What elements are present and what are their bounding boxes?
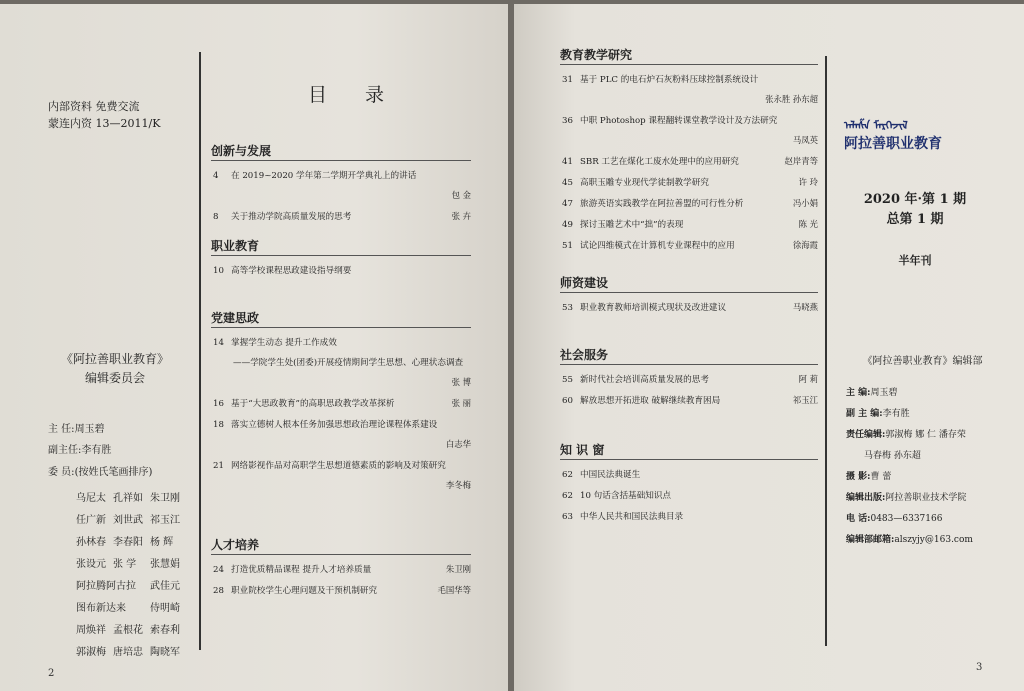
toc-entry-title: 新时代社会培训高质量发展的思考 <box>580 375 709 385</box>
toc-entry-author: 阿 莉 <box>798 374 818 384</box>
toc-entry-title: 旅游英语实践教学在阿拉善盟的可行性分析 <box>580 199 744 209</box>
toc-entry <box>562 155 739 167</box>
board-title-journal: 《阿拉善职业教育》 <box>60 352 169 366</box>
board-member-name: 周焕祥 <box>76 624 106 636</box>
staff-value: 郭淑梅 娜 仁 潘存荣 <box>885 430 966 440</box>
staff-value: 马春梅 孙东超 <box>864 451 921 461</box>
editorial-dept-title: 《阿拉善职业教育》编辑部 <box>862 356 983 367</box>
staff-value: 李有胜 <box>882 409 910 419</box>
board-deputy-row <box>48 441 111 456</box>
meta-line-free-exchange: 内部资料 免费交流 <box>48 100 140 113</box>
toc-entry-author: 祁玉江 <box>792 395 818 405</box>
toc-entry-page: 60 <box>562 396 573 406</box>
toc-entry-title: 解放思想开拓进取 破解继续教育困局 <box>580 396 721 406</box>
board-member-name: 阿拉腾阿古拉 <box>76 580 136 592</box>
board-director-name: 周玉碧 <box>74 424 105 435</box>
board-member-name: 侍明崎 <box>150 602 180 614</box>
toc-entry-title: 基于“大思政教育”的高职思政教学改革探析 <box>231 399 395 409</box>
toc-entry <box>213 563 371 575</box>
toc-entry-page: 4 <box>213 171 219 181</box>
journal-mongolian-name: ᠠᠯᠠᠱᠠ ᠮᠡᠷᠭᠡᠵᠢᠯ <box>844 119 908 132</box>
board-members-row <box>48 463 152 478</box>
board-member-row <box>76 529 196 551</box>
board-member-row <box>76 507 196 529</box>
toc-entry-title: 基于 PLC 的电石炉石灰粉料压球控制系统设计 <box>580 75 759 85</box>
toc-entry <box>213 336 337 348</box>
board-member-name: 任广新 <box>76 514 106 526</box>
toc-entry-page: 51 <box>562 241 573 251</box>
toc-entry <box>213 397 394 409</box>
toc-entry-page: 14 <box>213 338 224 348</box>
toc-entry-page: 10 <box>213 266 224 276</box>
staff-label: 电 话: <box>846 514 871 524</box>
toc-section-rule <box>211 327 471 328</box>
staff-label: 责任编辑: <box>846 430 886 440</box>
toc-entry-title: 掌握学生动态 提升工作成效 <box>231 338 337 348</box>
staff-row <box>846 427 966 440</box>
toc-section-rule <box>560 364 818 365</box>
toc-entry-page: 21 <box>213 461 224 471</box>
board-member-row <box>76 639 196 661</box>
board-member-row <box>76 573 196 595</box>
board-members-note: (按姓氏笔画排序) <box>74 467 153 478</box>
board-member-name: 张慧娟 <box>150 558 180 570</box>
toc-entry-page: 41 <box>562 157 573 167</box>
issue-block <box>840 190 990 230</box>
board-member-name: 祁玉江 <box>150 514 180 526</box>
toc-section-rule <box>211 160 471 161</box>
board-member-name: 索春利 <box>150 624 180 636</box>
toc-entry-title: SBR 工艺在煤化工废水处理中的应用研究 <box>580 157 739 167</box>
toc-entry-author: 张 博 <box>451 377 471 387</box>
board-member-row <box>76 617 196 639</box>
staff-row <box>846 406 910 419</box>
toc-entry-author: 李冬梅 <box>445 480 471 490</box>
page-number-left: 2 <box>48 668 55 679</box>
toc-entry <box>213 584 377 596</box>
toc-section-heading: 职业教育 <box>211 239 260 253</box>
toc-entry <box>213 210 351 222</box>
toc-entry-author: 毛国华等 <box>437 585 471 595</box>
toc-entry-page: 49 <box>562 220 573 230</box>
toc-entry <box>213 459 446 471</box>
publication-frequency: 半年刊 <box>898 254 932 267</box>
staff-row <box>846 532 973 545</box>
toc-entry-page: 62 <box>562 470 573 480</box>
board-title-committee: 编辑委员会 <box>84 371 145 385</box>
toc-entry-subtitle: ——学院学生处(团委)开展疫情期间学生思想、心理状态调查 <box>233 358 464 368</box>
board-member-grid <box>76 485 196 661</box>
staff-row <box>846 490 966 503</box>
toc-section-heading: 教育教学研究 <box>560 48 633 62</box>
board-member-name: 李春阳 <box>113 536 143 548</box>
toc-entry-title: 高职玉雕专业现代学徒制教学研究 <box>580 178 709 188</box>
toc-entry <box>562 489 671 501</box>
staff-row <box>864 448 921 461</box>
toc-entry-page: 47 <box>562 199 573 209</box>
board-member-name: 唐培忠 <box>113 646 143 658</box>
staff-row <box>846 385 897 398</box>
toc-section-heading: 知 识 窗 <box>560 443 605 457</box>
board-deputy-name: 李有胜 <box>81 445 112 456</box>
toc-entry <box>562 73 758 85</box>
board-member-name: 张设元 <box>76 558 106 570</box>
toc-entry-title: 在 2019~2020 学年第二学期开学典礼上的讲话 <box>231 171 417 181</box>
toc-entry-author: 赵岸青等 <box>784 156 818 166</box>
toc-entry-title: 打造优质精品课程 提升人才培养质量 <box>231 565 372 575</box>
board-member-row <box>76 485 196 507</box>
toc-entry-author: 包 金 <box>451 190 471 200</box>
board-member-name: 武佳元 <box>150 580 180 592</box>
board-member-name: 朱卫刚 <box>150 492 180 504</box>
right-page <box>514 4 1024 691</box>
toc-entry-title: 高等学校课程思政建设指导纲要 <box>231 266 352 276</box>
total-issue-number: 总第 1 期 <box>886 212 944 227</box>
toc-entry <box>213 418 437 430</box>
toc-entry-title: 探讨玉雕艺术中“拙”的表现 <box>580 220 684 230</box>
meta-line-registration: 蒙连内资 13—2011/K <box>48 117 161 130</box>
toc-entry <box>562 176 709 188</box>
board-member-name: 张 学 <box>113 558 137 570</box>
toc-entry-title: 中华人民共和国民法典目录 <box>580 512 684 522</box>
toc-entry-page: 62 <box>562 491 573 501</box>
toc-entry-page: 24 <box>213 565 224 575</box>
toc-entry <box>562 394 720 406</box>
toc-entry <box>213 169 416 181</box>
staff-value: 0483—6337166 <box>870 514 943 524</box>
toc-entry-page: 16 <box>213 399 224 409</box>
toc-entry-title: 中职 Photoshop 课程翻转课堂教学设计及方法研究 <box>580 116 778 126</box>
toc-entry <box>562 114 777 126</box>
toc-entry-page: 8 <box>213 212 219 222</box>
left-page <box>0 4 508 691</box>
toc-entry-author: 冯小娟 <box>792 198 818 208</box>
toc-entry-title: 中国民法典诞生 <box>580 470 641 480</box>
board-member-row <box>76 595 196 617</box>
toc-entry-title: 试论四维模式在计算机专业课程中的应用 <box>580 241 735 251</box>
board-member-name: 刘世武 <box>113 514 143 526</box>
toc-entry-author: 张 丽 <box>451 398 471 408</box>
staff-label: 副 主 编: <box>846 409 883 419</box>
toc-entry-author: 马凤英 <box>792 135 818 145</box>
toc-entry-author: 许 玲 <box>798 177 818 187</box>
toc-entry <box>562 468 640 480</box>
journal-chinese-name: 阿拉善职业教育 <box>844 136 942 152</box>
staff-value: alszyjy@163.com <box>894 535 973 545</box>
staff-row <box>846 469 891 482</box>
staff-label: 主 编: <box>846 388 871 398</box>
toc-entry-title: 关于推动学院高质量发展的思考 <box>231 212 352 222</box>
issue-number: 2020 年·第 1 期 <box>863 192 967 207</box>
toc-title: 目 录 <box>308 84 401 106</box>
toc-section-heading: 党建思政 <box>211 311 260 325</box>
toc-entry-page: 55 <box>562 375 573 385</box>
toc-section-heading: 师资建设 <box>560 276 609 290</box>
staff-label: 编辑部邮箱: <box>846 535 895 545</box>
toc-entry <box>562 197 743 209</box>
board-member-name: 图布新达来 <box>76 602 126 614</box>
toc-entry <box>562 301 726 313</box>
toc-entry-author: 张永胜 孙东超 <box>765 94 818 104</box>
board-member-name: 孙林春 <box>76 536 106 548</box>
toc-entry-page: 28 <box>213 586 224 596</box>
board-director-row <box>48 420 105 435</box>
toc-entry-page: 18 <box>213 420 224 430</box>
board-member-name: 郭淑梅 <box>76 646 106 658</box>
toc-section-rule <box>211 255 471 256</box>
board-member-name: 孔祥如 <box>113 492 143 504</box>
toc-entry-page: 36 <box>562 116 573 126</box>
toc-entry-page: 63 <box>562 512 573 522</box>
staff-value: 周玉碧 <box>870 388 898 398</box>
board-member-name: 乌尼太 <box>76 492 106 504</box>
toc-section-rule <box>560 292 818 293</box>
toc-section-rule <box>560 459 818 460</box>
toc-entry <box>213 264 351 276</box>
toc-entry-page: 31 <box>562 75 573 85</box>
staff-value: 曹 蕾 <box>870 472 892 482</box>
toc-entry <box>562 510 683 522</box>
toc-entry-page: 53 <box>562 303 573 313</box>
toc-section-heading: 人才培养 <box>211 538 260 552</box>
toc-entry <box>562 239 735 251</box>
toc-entry-title: 网络影视作品对高职学生思想道德素质的影响及对策研究 <box>231 461 446 471</box>
journal-logo <box>844 114 974 153</box>
board-members-label: 委 员: <box>48 467 75 478</box>
toc-entry-author: 徐海霞 <box>792 240 818 250</box>
left-divider-line <box>199 52 201 650</box>
toc-entry-title: 落实立德树人根本任务加强思想政治理论课程体系建设 <box>231 420 438 430</box>
editorial-board-heading <box>40 350 190 388</box>
staff-label: 编辑出版: <box>846 493 886 503</box>
board-member-name: 杨 辉 <box>150 536 174 548</box>
staff-row <box>846 511 942 524</box>
toc-entry-author: 朱卫刚 <box>445 564 471 574</box>
toc-entry-title: 10 句话含括基础知识点 <box>580 491 672 501</box>
staff-value: 阿拉善职业技术学院 <box>885 493 967 503</box>
toc-section-heading: 社会服务 <box>560 348 609 362</box>
toc-entry <box>562 373 709 385</box>
toc-entry-page: 45 <box>562 178 573 188</box>
toc-entry-author: 马晓燕 <box>792 302 818 312</box>
board-member-row <box>76 551 196 573</box>
toc-entry <box>562 218 683 230</box>
board-deputy-label: 副主任: <box>48 445 82 456</box>
toc-entry-author: 白志华 <box>445 439 471 449</box>
board-director-label: 主 任: <box>48 424 75 435</box>
toc-entry-title: 职业院校学生心理问题及干预机制研究 <box>231 586 378 596</box>
toc-entry-author: 张 卉 <box>451 211 471 221</box>
toc-entry-title: 职业教育教师培训模式现状及改进建议 <box>580 303 727 313</box>
toc-entry-author: 陈 光 <box>798 219 818 229</box>
board-member-name: 孟根花 <box>113 624 143 636</box>
toc-section-rule <box>211 554 471 555</box>
right-divider-line <box>825 56 827 646</box>
toc-section-heading: 创新与发展 <box>211 144 272 158</box>
staff-label: 摄 影: <box>846 472 871 482</box>
publication-meta <box>48 98 160 132</box>
board-member-name: 陶晓军 <box>150 646 180 658</box>
toc-section-rule <box>560 64 818 65</box>
page-number-right: 3 <box>976 662 983 673</box>
